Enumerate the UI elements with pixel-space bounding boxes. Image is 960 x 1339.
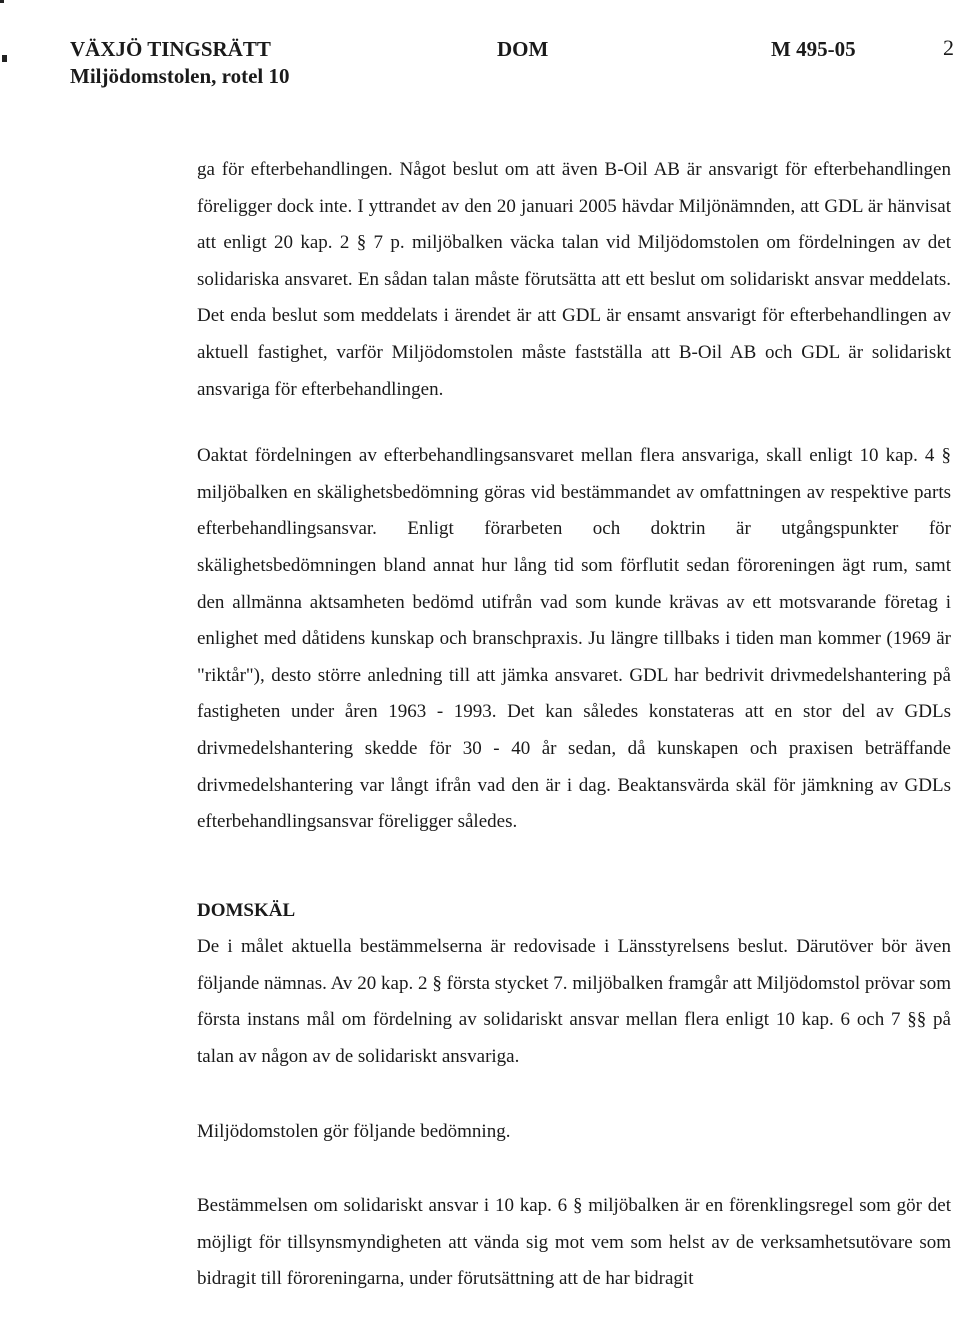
body-paragraph: Oaktat fördelningen av efterbehandlingsansvaret mellan flera ansvariga, skall enligt 10 kap. 4 § miljöbalken en skälighetsbedömning göras vid bestämmandet av omfattningen av respektive parts efterbehandlingsansvar. Enligt förarbeten och doktrin är utgångspunkter för skälighetsbedömningen bland annat hur lång tid som förflutit sedan föroreningen ägt rum, samt den allmänna aktsamheten bedömd utifrån vad som kunde krävas av ett motsvarande företag i enlighet med dåtidens kunskap och branschpraxis. Ju längre tillbaks i tiden man kommer (1969 är "riktår"), desto större anledning till att jämka ansvaret. GDL har bedrivit drivmedelshantering på fastigheten under åren 1963 - 1993. Det kan således konstateras att en stor del av GDLs drivmedelshantering skedde för 30 - 40 år sedan, då kunskapen och praxisen beträffande drivmedelshantering var långt ifrån vad den är i dag. Beaktansvärda skäl för jämkning av GDLs efterbehandlingsansvar föreligger således. [197,445,951,833]
body-paragraph: Bestämmelsen om solidariskt ansvar i 10 kap. 6 § miljöbalken är en förenklingsregel som gör det möjligt för tillsynsmyndigheten att vända sig mot vem som helst av de verksamhetsutövare som bidragit till föroreningarna, under förutsättning att de har bidragit [197,1195,951,1290]
section-heading-wrapper [197,893,951,1076]
page-number: 2 [943,35,954,60]
document-type: DOM [497,37,549,61]
body-paragraph: ga för efterbehandlingen. Något beslut om att även B-Oil AB är ansvarigt för efterbehandlingen föreligger dock inte. I yttrandet av den 20 januari 2005 hävdar Miljönämnden, att GDL är hänvisat att enligt 20 kap. 2 § 7 p. miljöbalken väcka talan vid Miljödomstolen om fördelningen av det solidariska ansvaret. En sådan talan måste förutsätta att ett beslut om solidariskt ansvar meddelats. Det enda beslut som meddelats i ärendet är att GDL är ensamt ansvarigt för efterbehandlingen av aktuell fastighet, varför Miljödomstolen måste fastställa att B-Oil AB och GDL är solidariskt ansvariga för efterbehandlingen. [197,159,951,400]
body-paragraph: De i målet aktuella bestämmelserna är redovisade i Länsstyrelsens beslut. Därutöver bör även följande nämnas. Av 20 kap. 2 § första stycket 7. miljöbalken framgår att Miljödomstol prövar som första instans mål om fördelning av solidariskt ansvar mellan flera enligt 10 kap. 6 och 7 §§ på talan av någon av de solidariskt ansvariga. [197,936,951,1068]
section-heading: DOMSKÄL [197,899,296,921]
body-paragraph: Miljödomstolen gör följande bedömning. [197,1120,511,1142]
document-header [0,0,960,100]
court-name: VÄXJÖ TINGSRÄTT [70,37,271,61]
document-body [197,152,951,1298]
case-number: M 495-05 [771,37,856,61]
court-division: Miljödomstolen, rotel 10 [70,64,290,88]
